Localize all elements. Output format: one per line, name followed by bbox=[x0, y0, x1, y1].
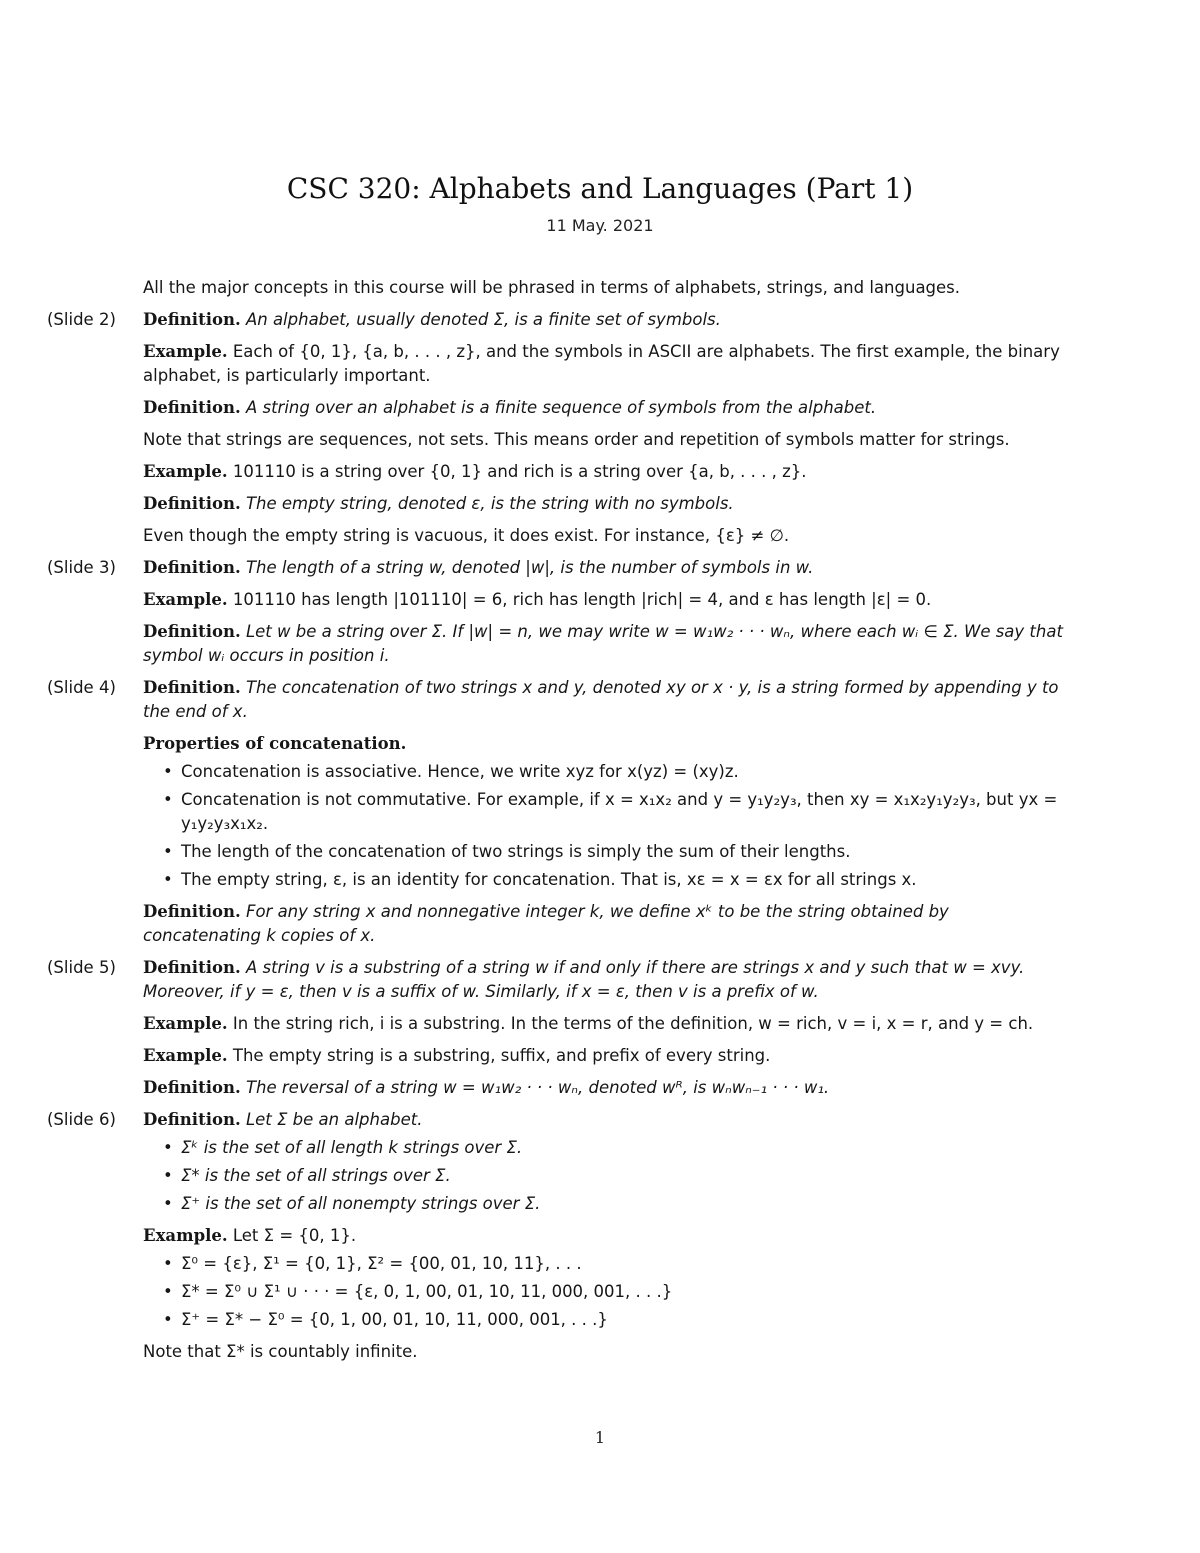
properties-heading-text: Properties of concatenation. bbox=[143, 734, 407, 753]
sigma-examples-list bbox=[143, 1252, 1063, 1332]
example-text: In the string rich, i is a substring. In the terms of the definition, w = rich, v = i, x = r, and y = ch. bbox=[232, 1014, 1034, 1033]
note-empty-string: Even though the empty string is vacuous, it does exist. For instance, {ε} ≠ ∅. bbox=[143, 526, 790, 545]
properties-heading bbox=[143, 732, 1063, 756]
example-heading: Example. bbox=[143, 1014, 228, 1033]
definition-text: For any string x and nonnegative integer k, we define xᵏ to be the string obtained by concatenating k copies of x. bbox=[143, 902, 949, 945]
page-number: 1 bbox=[594, 1428, 606, 1447]
definition-heading: Definition. bbox=[143, 1078, 241, 1097]
list-item: • The empty string, ε, is an identity for concatenation. That is, xε = x = εx for all strings x. bbox=[181, 868, 1063, 892]
definition-text: A string over an alphabet is a finite sequence of symbols from the alphabet. bbox=[245, 398, 877, 417]
example-heading: Example. bbox=[143, 1046, 228, 1065]
list-item: • Σ⁺ is the set of all nonempty strings over Σ. bbox=[181, 1192, 1063, 1216]
definition-text: An alphabet, usually denoted Σ, is a finite set of symbols. bbox=[245, 310, 721, 329]
definition-heading: Definition. bbox=[143, 310, 241, 329]
definition-empty-string bbox=[143, 492, 1063, 516]
properties-list bbox=[143, 760, 1063, 892]
slide-label-4: (Slide 4) bbox=[47, 678, 116, 697]
definition-heading: Definition. bbox=[143, 902, 241, 921]
definition-text: A string v is a substring of a string w if and only if there are strings x and y such that w = xvy. Moreover, if y = ε, then v is a suffix of w. Similarly, if x = ε, then v is a prefix of w. bbox=[143, 958, 1025, 1001]
slide-label-3: (Slide 3) bbox=[47, 558, 116, 577]
definition-length bbox=[47, 556, 1063, 580]
definition-text: The empty string, denoted ε, is the string with no symbols. bbox=[245, 494, 734, 513]
list-item: • Σ⁺ = Σ* − Σ⁰ = {0, 1, 00, 01, 10, 11, 000, 001, . . .} bbox=[181, 1308, 1063, 1332]
list-item: • Σᵏ is the set of all length k strings over Σ. bbox=[181, 1136, 1063, 1160]
definition-heading: Definition. bbox=[143, 558, 241, 577]
definition-heading: Definition. bbox=[143, 494, 241, 513]
definition-heading: Definition. bbox=[143, 1110, 241, 1129]
note-sequences: Note that strings are sequences, not sets. This means order and repetition of symbols matter for strings. bbox=[143, 430, 1010, 449]
example-heading: Example. bbox=[143, 1226, 228, 1245]
list-item: • Concatenation is not commutative. For example, if x = x₁x₂ and y = y₁y₂y₃, then xy = x₁x₂y₁y₂y₃, but yx = y₁y₂y₃x₁x₂. bbox=[181, 788, 1063, 836]
intro-paragraph: All the major concepts in this course will be phrased in terms of alphabets, strings, and languages. bbox=[143, 278, 961, 297]
example-empty-substring bbox=[143, 1044, 1063, 1068]
example-text: 101110 has length |101110| = 6, rich has length |rich| = 4, and ε has length |ε| = 0. bbox=[232, 590, 932, 609]
example-heading: Example. bbox=[143, 342, 228, 361]
document-title: CSC 320: Alphabets and Languages (Part 1) bbox=[286, 172, 914, 205]
slide-label-6: (Slide 6) bbox=[47, 1110, 116, 1129]
slide-label-5: (Slide 5) bbox=[47, 958, 116, 977]
example-alphabet bbox=[143, 340, 1063, 388]
list-item: • The length of the concatenation of two strings is simply the sum of their lengths. bbox=[181, 840, 1063, 864]
definition-text: Let w be a string over Σ. If |w| = n, we may write w = w₁w₂ · · · wₙ, where each wᵢ ∈ Σ. We say that symbol wᵢ occurs in position i. bbox=[143, 622, 1063, 665]
example-text: The empty string is a substring, suffix, and prefix of every string. bbox=[232, 1046, 771, 1065]
definition-heading: Definition. bbox=[143, 678, 241, 697]
definition-text: The reversal of a string w = w₁w₂ · · · wₙ, denoted wᴿ, is wₙwₙ₋₁ · · · w₁. bbox=[245, 1078, 830, 1097]
list-item: • Σ* is the set of all strings over Σ. bbox=[181, 1164, 1063, 1188]
list-item: • Concatenation is associative. Hence, we write xyz for x(yz) = (xy)z. bbox=[181, 760, 1063, 784]
definition-heading: Definition. bbox=[143, 622, 241, 641]
example-string bbox=[143, 460, 1063, 484]
note-countable: Note that Σ* is countably infinite. bbox=[143, 1342, 418, 1361]
slide-label-2: (Slide 2) bbox=[47, 310, 116, 329]
example-length bbox=[143, 588, 1063, 612]
definition-text: The concatenation of two strings x and y, denoted xy or x · y, is a string formed by appending y to the end of x. bbox=[143, 678, 1059, 721]
definition-heading: Definition. bbox=[143, 958, 241, 977]
document-date: 11 May. 2021 bbox=[546, 216, 654, 235]
example-substring bbox=[143, 1012, 1063, 1036]
definition-reversal bbox=[143, 1076, 1063, 1100]
definition-string bbox=[143, 396, 1063, 420]
example-text: 101110 is a string over {0, 1} and rich is a string over {a, b, . . . , z}. bbox=[232, 462, 807, 481]
definition-heading: Definition. bbox=[143, 398, 241, 417]
example-heading: Example. bbox=[143, 462, 228, 481]
definition-text: The length of a string w, denoted |w|, is the number of symbols in w. bbox=[245, 558, 814, 577]
definition-substring bbox=[47, 956, 1063, 1004]
list-item: • Σ⁰ = {ε}, Σ¹ = {0, 1}, Σ² = {00, 01, 10, 11}, . . . bbox=[181, 1252, 1063, 1276]
definition-position bbox=[143, 620, 1063, 668]
definition-alphabet bbox=[47, 308, 1063, 332]
definition-text: Let Σ be an alphabet. bbox=[245, 1110, 423, 1129]
definition-sigma bbox=[47, 1108, 1063, 1132]
definition-concatenation bbox=[47, 676, 1063, 724]
example-heading: Example. bbox=[143, 590, 228, 609]
example-sigma bbox=[143, 1224, 1063, 1248]
example-text: Let Σ = {0, 1}. bbox=[232, 1226, 357, 1245]
sigma-definitions-list bbox=[143, 1136, 1063, 1216]
definition-power bbox=[143, 900, 1063, 948]
document-body bbox=[47, 276, 1063, 1372]
list-item: • Σ* = Σ⁰ ∪ Σ¹ ∪ · · · = {ε, 0, 1, 00, 01, 10, 11, 000, 001, . . .} bbox=[181, 1280, 1063, 1304]
example-text: Each of {0, 1}, {a, b, . . . , z}, and the symbols in ASCII are alphabets. The first example, the binary alphabet, is particularly important. bbox=[143, 342, 1060, 385]
